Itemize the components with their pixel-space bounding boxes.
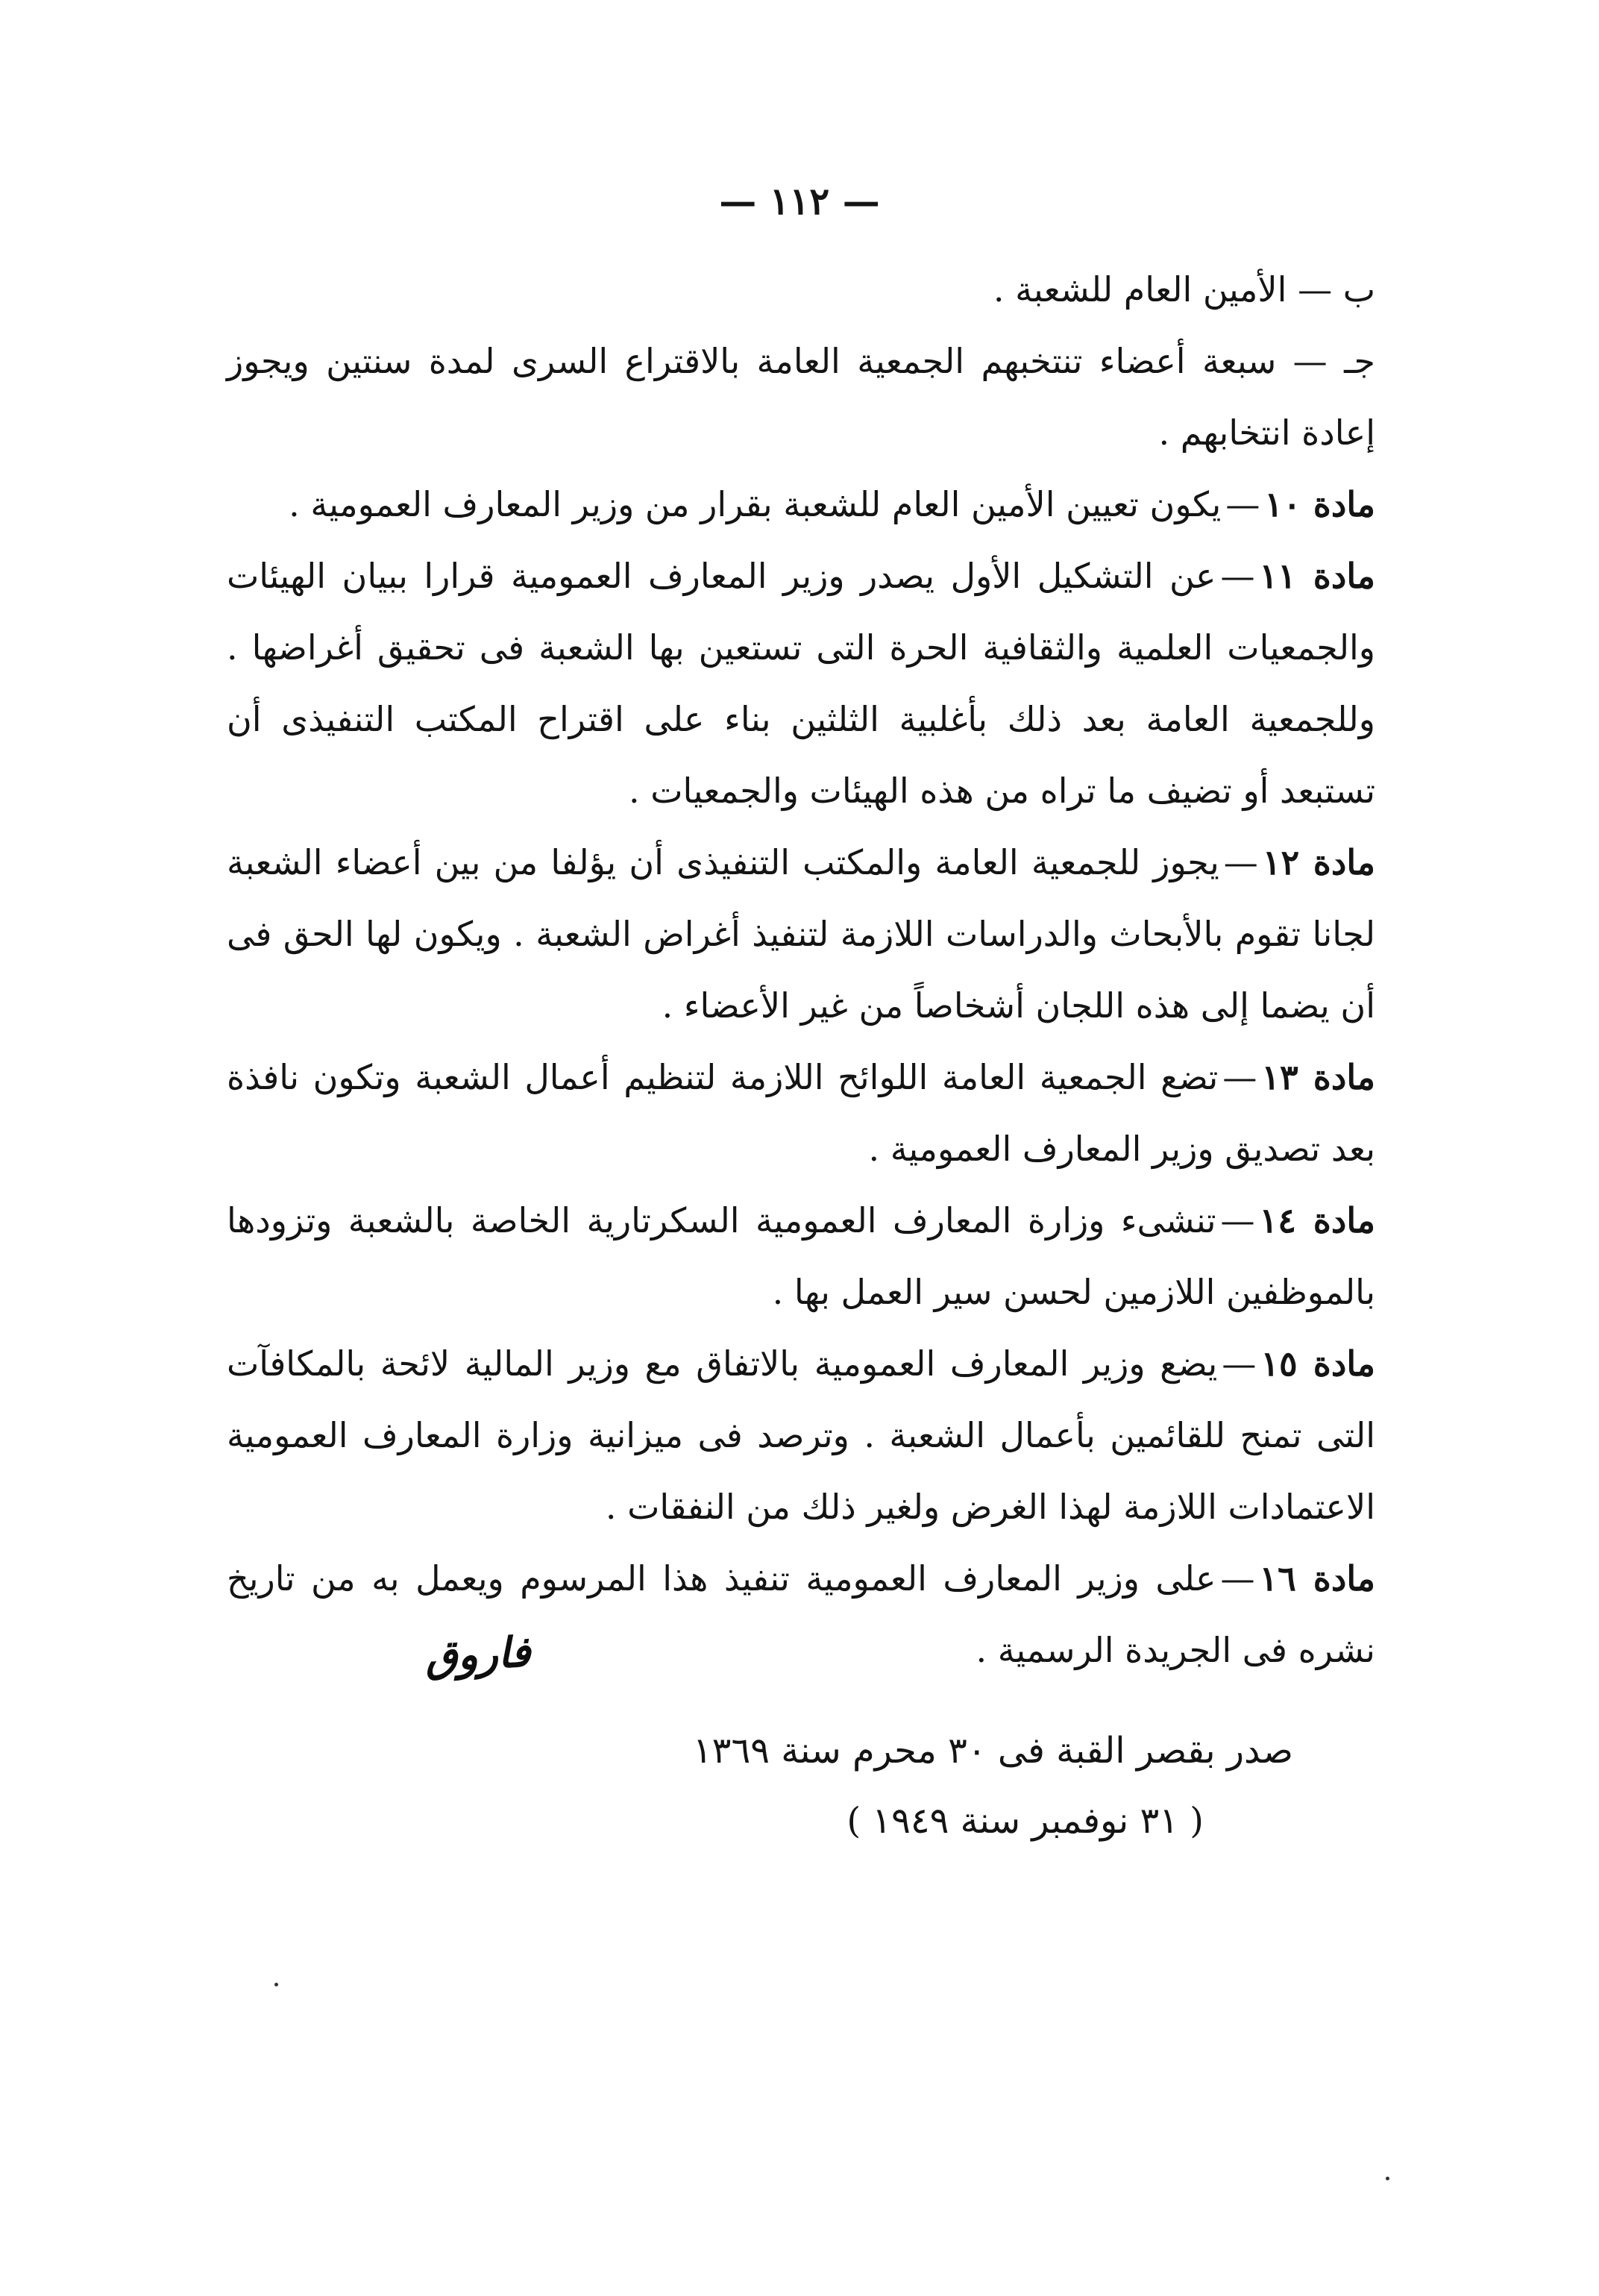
decree-body [227,254,1375,1686]
article-15 [227,1328,1375,1543]
article-label: مادة ١٢ [1262,842,1375,882]
scan-speck [1386,2177,1389,2180]
article-10 [227,468,1375,540]
article-16 [227,1543,1375,1686]
dash: — [1220,1558,1255,1599]
article-14 [227,1185,1375,1328]
issuance-statement [693,1716,1293,1856]
dash: — [1222,1343,1257,1384]
scan-speck [274,1983,278,1986]
royal-signature: فاروق [424,1627,533,1682]
article-13 [227,1041,1375,1185]
dash: — [1222,1057,1257,1097]
article-label: مادة ١٥ [1260,1343,1375,1384]
article-11 [227,540,1375,827]
article-text: يضع وزير المعارف العمومية بالاتفاق مع وزير المالية لائحة بالمكافآت التى تمنح للقائمين بأعمال الشعبة . وترصد فى ميزانية وزارة المعارف العمومية الاعتمادات اللازمة لهذا الغرض ولغير ذلك من النفقات . [227,1343,1375,1527]
dash: — [1223,842,1258,882]
list-item-j: جـ — سبعة أعضاء تنتخبهم الجمعية العامة بالاقتراع السرى لمدة سنتين ويجوز إعادة انتخابهم . [227,341,1375,453]
article-text: تنشىء وزارة المعارف العمومية السكرتارية الخاصة بالشعبة وتزودها بالموظفين اللازمين لحسن سير العمل بها . [227,1200,1375,1312]
article-12 [227,827,1375,1041]
article-text: يكون تعيين الأمين العام للشعبة بقرار من وزير المعارف العمومية . [289,484,1222,524]
article-text: عن التشكيل الأول يصدر وزير المعارف العمومية قرارا ببيان الهيئات والجمعيات العلمية والثقافية الحرة التى تستعين بها الشعبة فى تحقيق أغراضها . وللجمعية العامة بعد ذلك بأغلبية الثلثين بناء على اقتراح المكتب التنفيذى أن تستبعد أو تضيف ما تراه من هذه الهيئات والجمعيات . [227,556,1375,811]
dash: — [1225,484,1260,524]
article-text: تضع الجمعية العامة اللوائح اللازمة لتنظيم أعمال الشعبة وتكون نافذة بعد تصديق وزير المعارف العمومية . [227,1057,1375,1169]
article-text: يجوز للجمعية العامة والمكتب التنفيذى أن يؤلفا من بين أعضاء الشعبة لجانا تقوم بالأبحاث والدراسات اللازمة لتنفيذ أغراض الشعبة . ويكون لها الحق فى أن يضما إلى هذه اللجان أشخاصاً من غير الأعضاء . [227,842,1375,1026]
page-number: — ١١٢ — [719,179,880,223]
issuance-gregorian-date: ( ٣١ نوفمبر سنة ١٩٤٩ ) [846,1800,1204,1842]
article-label: مادة ١٠ [1264,484,1375,524]
article-text: على وزير المعارف العمومية تنفيذ هذا المرسوم ويعمل به من تاريخ نشره فى الجريدة الرسمية . [227,1558,1375,1670]
issuance-hijri-date: صدر بقصر القبة فى ٣٠ محرم سنة ١٣٦٩ [692,1730,1293,1772]
dash: — [1220,1200,1255,1240]
dash: — [1220,556,1255,596]
article-label: مادة ١٤ [1259,1200,1375,1240]
article-label: مادة ١٦ [1259,1558,1375,1599]
list-item-b: ب — الأمين العام للشعبة . [993,269,1375,310]
article-label: مادة ١٣ [1261,1057,1375,1097]
article-label: مادة ١١ [1259,556,1375,596]
